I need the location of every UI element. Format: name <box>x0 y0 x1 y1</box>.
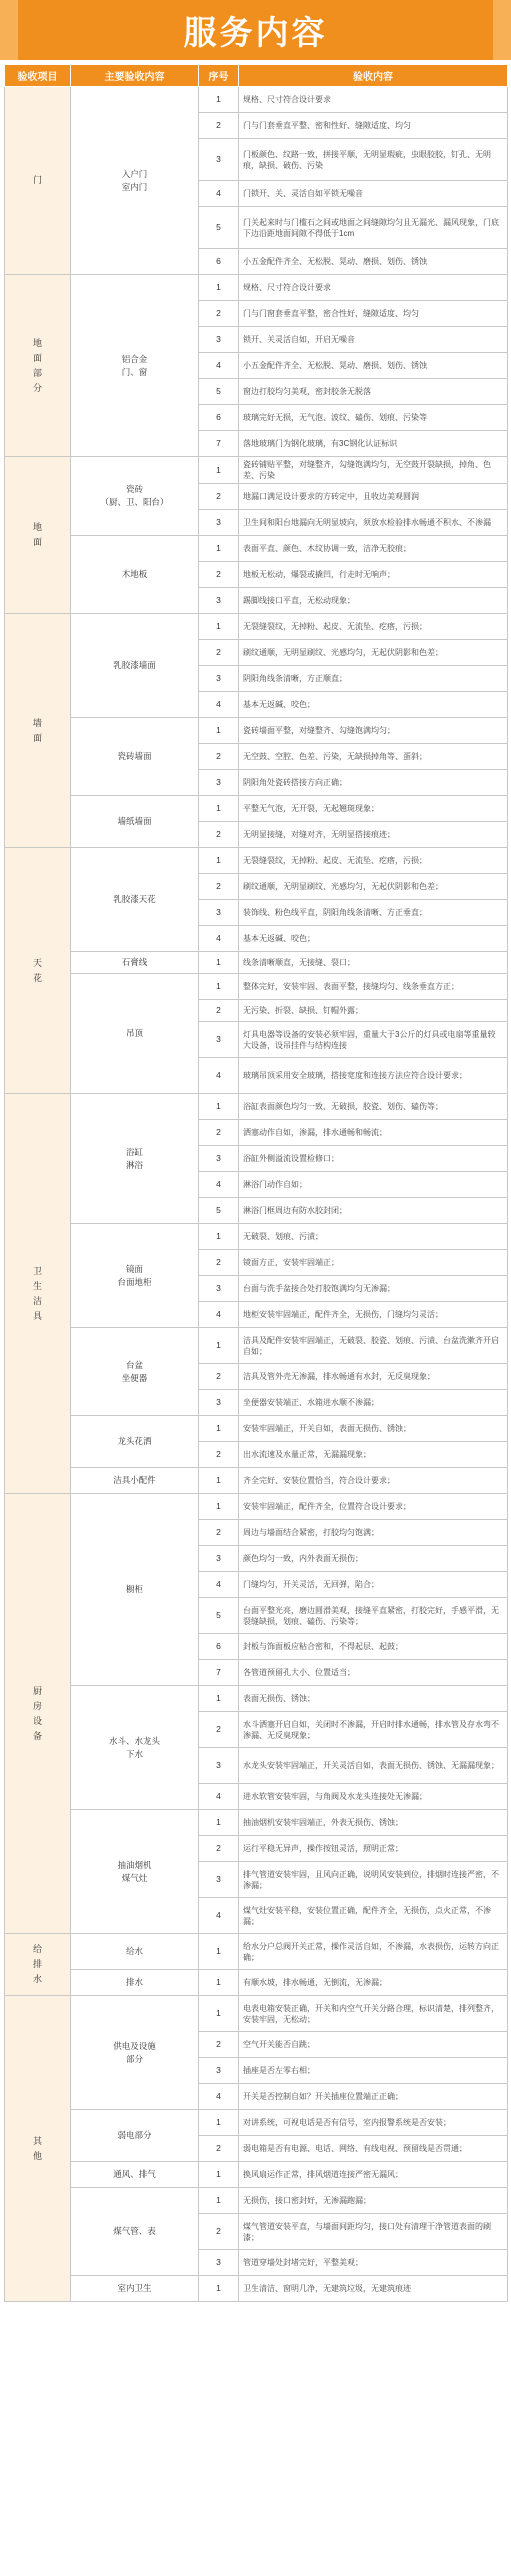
row-index-cell: 2 <box>199 113 239 139</box>
row-index-cell: 2 <box>199 1836 239 1862</box>
row-index-cell: 2 <box>199 2136 239 2162</box>
row-index-cell: 6 <box>199 1634 239 1660</box>
row-index-cell: 4 <box>199 181 239 207</box>
row-index-cell: 3 <box>199 1748 239 1784</box>
group-cell: 乳胶漆墙面 <box>71 614 199 718</box>
inspection-table <box>4 64 508 2302</box>
row-content-cell: 洁具及配件安装牢固端正，无破裂、胶瓷、划痕、污渍、台盆洗漱齐开启自如； <box>239 1328 508 1364</box>
category-cell: 给 排 水 <box>5 1934 71 1996</box>
row-index-cell: 3 <box>199 770 239 796</box>
row-index-cell: 3 <box>199 1276 239 1302</box>
row-content-cell: 浴缸外侧溢流设置检修口； <box>239 1146 508 1172</box>
row-content-cell: 对讲系统，可视电话是否有信号，室内报警系统是否安装； <box>239 2110 508 2136</box>
row-index-cell: 1 <box>199 2162 239 2188</box>
row-content-cell: 表面无损伤、锈蚀； <box>239 1686 508 1712</box>
row-index-cell: 2 <box>199 640 239 666</box>
row-content-cell: 门缝均匀，开关灵活，无回弹，陷合； <box>239 1572 508 1598</box>
row-index-cell: 2 <box>199 1250 239 1276</box>
row-content-cell: 台面平整光亮，磨边圆滑美观，接缝平直紧密，打胶完好，手感平滑，无裂缝缺损，划痕、磕伤、污染等； <box>239 1598 508 1634</box>
page-title: 服务内容 <box>183 12 328 52</box>
table-row <box>5 1970 508 1996</box>
row-index-cell: 2 <box>199 1120 239 1146</box>
row-index-cell: 1 <box>199 275 239 301</box>
row-content-cell: 水龙头安装牢固端正，开关灵活自如，表面无损伤、锈蚀、无漏漏现象； <box>239 1748 508 1784</box>
table-row <box>5 2188 508 2214</box>
row-index-cell: 1 <box>199 2276 239 2302</box>
row-index-cell: 3 <box>199 139 239 181</box>
table-row <box>5 2110 508 2136</box>
row-index-cell: 1 <box>199 952 239 974</box>
group-cell: 水斗、水龙头 下水 <box>71 1686 199 1810</box>
group-cell: 台盆 坐便器 <box>71 1328 199 1416</box>
group-cell: 镜面 台面地柜 <box>71 1224 199 1328</box>
row-content-cell: 地柜安装牢固端正，配件齐全，无损伤，门缝均匀灵活； <box>239 1302 508 1328</box>
table-row <box>5 1416 508 1442</box>
row-index-cell: 2 <box>199 1364 239 1390</box>
row-content-cell: 进水软管安装牢固，与角阀及水龙头连接处无渗漏； <box>239 1784 508 1810</box>
table-row <box>5 1328 508 1364</box>
row-content-cell: 门关起来时与门槛石之间或地面之间缝隙均匀且无漏光、漏风现象，门底下边沿距地面间隙不得低于1cm <box>239 207 508 249</box>
table-row <box>5 87 508 113</box>
row-index-cell: 1 <box>199 2110 239 2136</box>
table-row <box>5 1934 508 1970</box>
table-header-row <box>5 65 508 87</box>
category-cell: 厨 房 设 备 <box>5 1494 71 1934</box>
row-content-cell: 小五金配件齐全、无松脱、晃动、磨损、划伤、锈蚀 <box>239 353 508 379</box>
table-row <box>5 1810 508 1836</box>
row-content-cell: 无裂缝裂纹，无掉粉、起皮、无流坠、疙瘩，污损； <box>239 848 508 874</box>
row-index-cell: 1 <box>199 1416 239 1442</box>
row-content-cell: 刷纹通顺，无明显刷纹、光感均匀，无起伏阴影和色差； <box>239 640 508 666</box>
row-content-cell: 坐便器安装端正、水箱进水顺不渗漏； <box>239 1390 508 1416</box>
row-index-cell: 3 <box>199 2250 239 2276</box>
row-index-cell: 5 <box>199 1598 239 1634</box>
table-row <box>5 796 508 822</box>
row-content-cell: 弱电箱是否有电源、电话、网络、有线电视、预留线是否贯通； <box>239 2136 508 2162</box>
category-cell: 地 面 部 分 <box>5 275 71 457</box>
row-content-cell: 装饰线、粉色线平直，阴阳角线条清晰、方正垂直； <box>239 900 508 926</box>
category-cell: 墙 面 <box>5 614 71 848</box>
row-index-cell: 3 <box>199 2058 239 2084</box>
header-main-content: 主要验收内容 <box>71 65 199 87</box>
row-index-cell: 3 <box>199 1862 239 1898</box>
group-cell: 抽油烟机 煤气灶 <box>71 1810 199 1934</box>
group-cell: 煤气管、表 <box>71 2188 199 2276</box>
group-cell: 弱电部分 <box>71 2110 199 2162</box>
row-index-cell: 2 <box>199 2214 239 2250</box>
row-content-cell: 安装牢固端正，开关自如，表面无损伤、锈蚀； <box>239 1416 508 1442</box>
row-content-cell: 换风扇运作正常，排风烟道连接严密无漏风； <box>239 2162 508 2188</box>
row-content-cell: 表面平直、颜色、木纹协调一致，洁净无胶痕； <box>239 536 508 562</box>
group-cell: 铝合金 门、窗 <box>71 275 199 457</box>
row-index-cell: 7 <box>199 1660 239 1686</box>
group-cell: 排水 <box>71 1970 199 1996</box>
row-content-cell: 电表电箱安装正确，开关和内空气开关分路合理，标识清楚，排列整齐，安装牢固，无松动； <box>239 1996 508 2032</box>
row-content-cell: 无裂缝裂纹，无掉粉、起皮、无流坠、疙瘩，污损； <box>239 614 508 640</box>
row-content-cell: 给水分户总阀开关正常，操作灵活自如，不渗漏，水表损伤，运转方向正确； <box>239 1934 508 1970</box>
row-index-cell: 1 <box>199 2188 239 2214</box>
row-content-cell: 各管道预留孔大小、位置适当； <box>239 1660 508 1686</box>
row-content-cell: 齐全完好、安装位置恰当，符合设计要求； <box>239 1468 508 1494</box>
row-content-cell: 踢脚线接口平直，无松动现象； <box>239 588 508 614</box>
table-row <box>5 1094 508 1120</box>
row-index-cell: 1 <box>199 1494 239 1520</box>
table-row <box>5 1224 508 1250</box>
row-content-cell: 无破裂、划痕、污渍； <box>239 1224 508 1250</box>
row-content-cell: 落地玻璃门为钢化玻璃，有3C钢化认证标识 <box>239 431 508 457</box>
row-content-cell: 门与门窗套垂直平整，密合性好，缝隙适度、均匀 <box>239 301 508 327</box>
banner-right-accent <box>493 0 511 60</box>
row-index-cell: 1 <box>199 536 239 562</box>
row-index-cell: 5 <box>199 379 239 405</box>
row-content-cell: 运行平稳无异声，操作按钮灵活，照明正常； <box>239 1836 508 1862</box>
category-cell: 其 他 <box>5 1996 71 2302</box>
row-index-cell: 3 <box>199 510 239 536</box>
row-index-cell: 3 <box>199 327 239 353</box>
row-content-cell: 淋浴门动作自如； <box>239 1172 508 1198</box>
row-index-cell: 4 <box>199 1058 239 1094</box>
group-cell: 橱柜 <box>71 1494 199 1686</box>
group-cell: 洁具小配件 <box>71 1468 199 1494</box>
table-row <box>5 614 508 640</box>
row-index-cell: 4 <box>199 1302 239 1328</box>
row-content-cell: 镜面方正，安装牢固端正； <box>239 1250 508 1276</box>
row-content-cell: 煤气灶安装平稳，安装位置正确，配件齐全，无损伤，点火正常，不渗漏； <box>239 1898 508 1934</box>
group-cell: 通风、排气 <box>71 2162 199 2188</box>
row-content-cell: 卫生间和阳台地漏向无明显坡向，须放水检验排水畅通不积水、不渗漏 <box>239 510 508 536</box>
row-index-cell: 4 <box>199 1784 239 1810</box>
row-index-cell: 3 <box>199 1546 239 1572</box>
row-index-cell: 4 <box>199 2084 239 2110</box>
group-cell: 木地板 <box>71 536 199 614</box>
row-content-cell: 刷纹通顺，无明显刷纹、光感均匀，无起伏阴影和色差； <box>239 874 508 900</box>
row-content-cell: 基本无返碱、咬色； <box>239 692 508 718</box>
row-index-cell: 4 <box>199 692 239 718</box>
row-index-cell: 2 <box>199 1442 239 1468</box>
row-index-cell: 1 <box>199 1934 239 1970</box>
row-index-cell: 2 <box>199 822 239 848</box>
row-index-cell: 1 <box>199 1328 239 1364</box>
row-content-cell: 基本无返碱、咬色； <box>239 926 508 952</box>
row-content-cell: 淋浴门框周边有防水胶封闭； <box>239 1198 508 1224</box>
table-row <box>5 275 508 301</box>
row-index-cell: 2 <box>199 301 239 327</box>
row-index-cell: 4 <box>199 1172 239 1198</box>
row-content-cell: 煤气管道安装平直，与墙面间距均匀，接口处有清理干净管道表面的刷漆； <box>239 2214 508 2250</box>
row-index-cell: 4 <box>199 926 239 952</box>
row-index-cell: 6 <box>199 405 239 431</box>
row-index-cell: 2 <box>199 1712 239 1748</box>
table-row <box>5 536 508 562</box>
row-content-cell: 玻璃吊顶采用安全玻璃，搭接宽度和连接方法应符合设计要求； <box>239 1058 508 1094</box>
row-index-cell: 5 <box>199 1198 239 1224</box>
banner-left-accent <box>0 0 18 60</box>
row-content-cell: 阴阳角线条清晰，方正顺直； <box>239 666 508 692</box>
row-content-cell: 台面与洗手盆接合处打胶饱满均匀无渗漏； <box>239 1276 508 1302</box>
row-index-cell: 3 <box>199 1146 239 1172</box>
row-content-cell: 窗边打胶均匀美观，密封胶条无脱落 <box>239 379 508 405</box>
row-index-cell: 2 <box>199 2032 239 2058</box>
row-content-cell: 平整无气泡，无开裂，无起翘斑现象； <box>239 796 508 822</box>
table-body <box>5 87 508 2302</box>
row-index-cell: 1 <box>199 1996 239 2032</box>
row-content-cell: 颜色均匀一致，内外表面无损伤； <box>239 1546 508 1572</box>
row-index-cell: 1 <box>199 974 239 1000</box>
table-row <box>5 952 508 974</box>
group-cell: 乳胶漆天花 <box>71 848 199 952</box>
row-content-cell: 插座是否左零右相； <box>239 2058 508 2084</box>
row-content-cell: 线条清晰顺直，无接缝、裂口； <box>239 952 508 974</box>
table-row <box>5 974 508 1000</box>
row-content-cell: 灯具电器等设备的安装必须牢固，重量大于3公斤的灯具或电扇等重量较大设备，设吊挂件与结构连接 <box>239 1022 508 1058</box>
row-index-cell: 3 <box>199 900 239 926</box>
group-cell: 龙头花洒 <box>71 1416 199 1468</box>
table-row <box>5 457 508 484</box>
group-cell: 给水 <box>71 1934 199 1970</box>
group-cell: 入户门 室内门 <box>71 87 199 275</box>
row-index-cell: 1 <box>199 1810 239 1836</box>
row-index-cell: 1 <box>199 718 239 744</box>
group-cell: 墙纸墙面 <box>71 796 199 848</box>
group-cell: 室内卫生 <box>71 2276 199 2302</box>
row-index-cell: 4 <box>199 353 239 379</box>
header-index: 序号 <box>199 65 239 87</box>
row-content-cell: 洒塞动作自如，渗漏，排水通畅和畅流； <box>239 1120 508 1146</box>
group-cell: 瓷砖墙面 <box>71 718 199 796</box>
row-content-cell: 空气开关能否自跳； <box>239 2032 508 2058</box>
row-index-cell: 2 <box>199 1000 239 1022</box>
row-content-cell: 抽油烟机安装牢固端正，外表无损伤、锈蚀； <box>239 1810 508 1836</box>
group-cell: 吊顶 <box>71 974 199 1094</box>
row-index-cell: 2 <box>199 484 239 510</box>
row-content-cell: 锁开、关灵活自如，开启无噪音 <box>239 327 508 353</box>
row-content-cell: 封板与饰面板应粘合密和，不得起层、起鼓； <box>239 1634 508 1660</box>
table-wrapper <box>4 64 507 2302</box>
row-content-cell: 卫生清洁、窗明几净，无建筑垃圾，无建筑痕迹 <box>239 2276 508 2302</box>
group-cell: 石膏线 <box>71 952 199 974</box>
row-content-cell: 无污染、折裂、缺损、钉帽外露； <box>239 1000 508 1022</box>
row-index-cell: 7 <box>199 431 239 457</box>
row-index-cell: 3 <box>199 1022 239 1058</box>
header-item: 验收项目 <box>5 65 71 87</box>
table-row <box>5 718 508 744</box>
row-index-cell: 1 <box>199 1468 239 1494</box>
group-cell: 供电及设施 部分 <box>71 1996 199 2110</box>
row-index-cell: 6 <box>199 249 239 275</box>
row-index-cell: 2 <box>199 874 239 900</box>
row-content-cell: 小五金配件齐全、无松脱、晃动、磨损、划伤、锈蚀 <box>239 249 508 275</box>
group-cell: 浴缸 淋浴 <box>71 1094 199 1224</box>
row-content-cell: 排气管道安装牢固，且风向正确，说明风安装到位，排烟时连接严密，不渗漏； <box>239 1862 508 1898</box>
row-content-cell: 无空鼓、空腔、色差、污染，无缺损掉角等、蛋斜； <box>239 744 508 770</box>
category-cell: 门 <box>5 87 71 275</box>
row-content-cell: 整体完好，安装牢固、表面平整，接缝均匀、线条垂直方正； <box>239 974 508 1000</box>
row-content-cell: 规格、尺寸符合设计要求 <box>239 275 508 301</box>
row-index-cell: 1 <box>199 1970 239 1996</box>
row-index-cell: 3 <box>199 588 239 614</box>
category-cell: 卫 生 洁 具 <box>5 1094 71 1494</box>
group-cell: 瓷砖 （厨、卫、阳台） <box>71 457 199 536</box>
row-content-cell: 规格、尺寸符合设计要求 <box>239 87 508 113</box>
title-banner <box>0 0 511 60</box>
row-index-cell: 4 <box>199 1898 239 1934</box>
row-index-cell: 1 <box>199 1686 239 1712</box>
row-content-cell: 安装牢固端正，配件齐全，位置符合设计要求； <box>239 1494 508 1520</box>
table-row <box>5 1468 508 1494</box>
row-content-cell: 门锁开、关、灵活自如平锁无噪音 <box>239 181 508 207</box>
row-content-cell: 地漏口满足设计要求的方砖定中，且收边美观圆润 <box>239 484 508 510</box>
row-content-cell: 有顺水坡，排水畅通，无倒流，无渗漏； <box>239 1970 508 1996</box>
row-index-cell: 5 <box>199 207 239 249</box>
row-index-cell: 1 <box>199 1224 239 1250</box>
row-index-cell: 2 <box>199 744 239 770</box>
row-content-cell: 无损伤，接口密封好，无渗漏跑漏； <box>239 2188 508 2214</box>
table-row <box>5 1686 508 1712</box>
row-content-cell: 管道穿墙处封堵完好，平整美观； <box>239 2250 508 2276</box>
row-index-cell: 1 <box>199 87 239 113</box>
row-content-cell: 浴缸表面颜色均匀一致、无破损，胶瓷、划伤、磕伤等； <box>239 1094 508 1120</box>
header-content: 验收内容 <box>239 65 508 87</box>
row-content-cell: 门板颜色、纹路一致，拼接平顺，无明显瑕疵，虫眼胶胶，钉孔、无明痕，缺损、破伤、污染 <box>239 139 508 181</box>
row-index-cell: 2 <box>199 1520 239 1546</box>
table-row <box>5 1996 508 2032</box>
table-row <box>5 848 508 874</box>
row-content-cell: 瓷砖铺贴平整，对缝整齐，勾缝饱满均匀，无空鼓开裂缺损，掉角、色差、污染 <box>239 457 508 484</box>
row-content-cell: 洁具及管外壳无渗漏，排水畅通有水封，无反臭现象； <box>239 1364 508 1390</box>
table-row <box>5 2276 508 2302</box>
row-content-cell: 开关是否控制自如？开关插座位置端正正确； <box>239 2084 508 2110</box>
row-index-cell: 3 <box>199 666 239 692</box>
row-content-cell: 水斗洒塞开启自如，关闭时不渗漏，开启时排水通畅，排水管及存水弯不渗漏、无反臭现象； <box>239 1712 508 1748</box>
row-content-cell: 门与门套垂直平整、密和性好、缝隙适度、均匀 <box>239 113 508 139</box>
row-index-cell: 2 <box>199 562 239 588</box>
row-content-cell: 周边与墙面结合紧密，打胶均匀饱满； <box>239 1520 508 1546</box>
row-index-cell: 1 <box>199 614 239 640</box>
row-index-cell: 3 <box>199 1390 239 1416</box>
row-content-cell: 瓷砖墙面平整，对缝整齐、勾缝饱满均匀； <box>239 718 508 744</box>
row-content-cell: 阴阳角处瓷砖搭接方向正确； <box>239 770 508 796</box>
table-row <box>5 2162 508 2188</box>
row-content-cell: 地板无松动，爆裂或撬凹，行走时无响声； <box>239 562 508 588</box>
row-content-cell: 无明显接缝，对缝对齐，无明显搭接痕迹； <box>239 822 508 848</box>
category-cell: 天 花 <box>5 848 71 1094</box>
row-index-cell: 4 <box>199 1572 239 1598</box>
table-row <box>5 1494 508 1520</box>
row-index-cell: 1 <box>199 1094 239 1120</box>
row-content-cell: 出水流速及水量正常，无漏漏现象； <box>239 1442 508 1468</box>
category-cell: 地 面 <box>5 457 71 614</box>
row-index-cell: 1 <box>199 848 239 874</box>
row-index-cell: 1 <box>199 457 239 484</box>
row-index-cell: 1 <box>199 796 239 822</box>
row-content-cell: 玻璃完好无损，无气泡、波纹、磕伤、划痕、污染等 <box>239 405 508 431</box>
